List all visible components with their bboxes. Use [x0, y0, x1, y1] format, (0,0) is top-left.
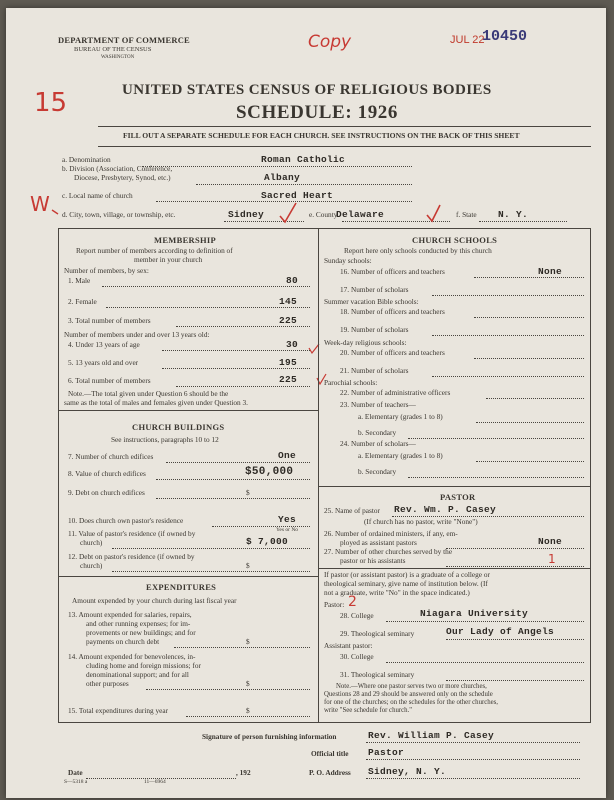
female-value: 145 — [279, 296, 298, 307]
membership-note-1: Note.—The total given under Question 6 should be the — [68, 389, 229, 398]
residence-value-label-2: church) — [80, 538, 103, 547]
running-expenses-label-2: and other running expenses; for im- — [86, 619, 191, 628]
benevolences-label-2: cluding home and foreign missions; for — [86, 661, 201, 670]
official-title-line — [366, 759, 580, 760]
pastor-seminary-label: 29. Theological seminary — [340, 629, 415, 638]
signature-line — [366, 742, 580, 743]
official-title-label: Official title — [311, 749, 349, 758]
copy-annotation: Copy — [308, 32, 352, 52]
running-expenses-label-3: provements or new buildings; and for — [86, 628, 196, 637]
weekday-scholars-line — [432, 376, 584, 377]
assistant-pastor-label: Assistant pastor: — [324, 641, 373, 650]
residence-value-value: $ 7,000 — [246, 536, 289, 547]
division-label-1: b. Division (Association, Conference, — [62, 164, 173, 173]
other-churches-value: 1 — [548, 552, 556, 566]
over-13-value: 195 — [279, 357, 298, 368]
denomination-label: a. Denomination — [62, 155, 111, 164]
expenditures-intro: Amount expended by your church during last fiscal year — [72, 596, 237, 605]
total-expenditures-value: $ — [246, 706, 250, 715]
over-13-label: 5. 13 years old and over — [68, 358, 139, 367]
instruction-line: FILL OUT A SEPARATE SCHEDULE FOR EACH CHURCH. SEE INSTRUCTIONS ON THE BACK OF THIS SHEET — [123, 131, 520, 140]
pastor-education-label: Pastor: — [324, 600, 345, 609]
female-line — [106, 307, 310, 308]
residence-value-label-1: 11. Value of pastor's residence (if owned by — [68, 529, 196, 538]
print-code: 11—6964 — [144, 779, 166, 785]
members-by-age-label: Number of members under and over 13 years old: — [64, 330, 210, 339]
summer-scholars-label: 19. Number of scholars — [340, 325, 409, 334]
church-edifices-label: 7. Number of church edifices — [68, 452, 154, 461]
margin-tick — [52, 210, 58, 214]
residence-value-line — [112, 548, 310, 549]
total-members-6-label: 6. Total number of members — [68, 376, 151, 385]
summer-officers-label: 18. Number of officers and teachers — [340, 307, 445, 316]
teachers-elementary-line — [476, 422, 584, 423]
form-number: S—5318 a — [64, 779, 88, 785]
yes-or-no-hint: Yes or No — [276, 527, 299, 533]
other-churches-label-2: pastor or his assistants — [340, 556, 406, 565]
county-value: Delaware — [336, 209, 385, 220]
male-label: 1. Male — [68, 276, 91, 285]
city-label: d. City, town, village, or township, etc. — [62, 210, 176, 219]
owns-residence-value: Yes — [278, 514, 297, 525]
other-churches-label-1: 27. Number of other churches served by the — [324, 547, 453, 556]
address-value: Sidney, N. Y. — [368, 766, 447, 777]
local-name-label: c. Local name of church — [62, 191, 133, 200]
schools-heading: CHURCH SCHOOLS — [412, 235, 498, 245]
pastor-name-value: Rev. Wm. P. Casey — [394, 504, 497, 515]
census-schedule-sheet — [6, 8, 606, 798]
weekday-scholars-label: 21. Number of scholars — [340, 366, 409, 375]
residence-debt-value: $ — [246, 561, 250, 570]
weekday-schools-label: Week-day religious schools: — [324, 338, 407, 347]
over-13-line — [162, 368, 310, 369]
membership-intro-1: Report number of members according to definition of — [76, 246, 233, 255]
assistant-count-line — [446, 548, 584, 549]
teachers-elementary-label: a. Elementary (grades 1 to 8) — [358, 412, 443, 421]
assistant-seminary-line — [446, 680, 584, 681]
local-name-value: Sacred Heart — [261, 190, 334, 201]
denomination-value: Roman Catholic — [261, 154, 346, 165]
assistant-count-label-2: ployed as assistant pastors — [340, 538, 417, 547]
weekday-officers-label: 20. Number of officers and teachers — [340, 348, 445, 357]
date-stamp: JUL 22 — [450, 34, 485, 46]
edifice-debt-label: 9. Debt on church edifices — [68, 488, 145, 497]
membership-rule — [58, 410, 318, 411]
pastor-rule — [318, 568, 591, 569]
division-value: Albany — [264, 172, 301, 183]
graduate-note-3: not a graduate, write "No" in the space indicated.) — [324, 588, 470, 597]
teachers-secondary-line — [408, 438, 584, 439]
under-13-label: 4. Under 13 years of age — [68, 340, 140, 349]
teachers-secondary-label: b. Secondary — [358, 428, 397, 437]
assistant-college-line — [386, 662, 584, 663]
pastor-note-1: Note.—Where one pastor serves two or more churches, — [336, 683, 487, 690]
pastor-college-value: Niagara University — [420, 608, 529, 619]
pastor-education-mark: 2 — [348, 594, 357, 610]
margin-mark: W — [30, 192, 50, 216]
assistant-count-value: None — [538, 536, 563, 547]
pastor-note-4: write "See schedule for church." — [324, 707, 413, 714]
total-members-6-value: 225 — [279, 374, 298, 385]
batch-number-annotation: 15 — [34, 88, 68, 118]
total-members-6-line — [176, 386, 310, 387]
box-bottom-rule — [58, 722, 591, 723]
female-label: 2. Female — [68, 297, 97, 306]
sunday-scholars-label: 17. Number of scholars — [340, 285, 409, 294]
under-13-value: 30 — [286, 339, 299, 350]
form-title: UNITED STATES CENSUS OF RELIGIOUS BODIES — [122, 82, 492, 98]
sunday-officers-value: None — [538, 266, 563, 277]
state-value: N. Y. — [498, 209, 529, 220]
scholars-secondary-line — [408, 477, 584, 478]
edifice-value-value: $50,000 — [245, 466, 294, 478]
scholars-secondary-label: b. Secondary — [358, 467, 397, 476]
owns-residence-label: 10. Does church own pastor's residence — [68, 516, 184, 525]
membership-note-2: same as the total of males and females given under Question 3. — [64, 398, 248, 407]
pastor-college-label: 28. College — [340, 611, 374, 620]
other-churches-line — [446, 566, 584, 567]
serial-number-stamp: 10450 — [482, 28, 528, 45]
residence-debt-line — [112, 571, 310, 572]
pastor-name-note: (If church has no pastor, write "None") — [364, 517, 478, 526]
benevolences-label-3: denominational support; and for all — [86, 670, 189, 679]
address-label: P. O. Address — [309, 768, 351, 777]
assistant-college-label: 30. College — [340, 652, 374, 661]
department-label: DEPARTMENT OF COMMERCE — [58, 35, 190, 45]
members-by-sex-label: Number of members, by sex: — [64, 266, 149, 275]
schedule-title: SCHEDULE: 1926 — [236, 102, 399, 123]
box-right-rule — [590, 228, 591, 722]
signature-label: Signature of person furnishing information — [202, 732, 337, 741]
church-edifices-line — [166, 462, 310, 463]
running-expenses-value: $ — [246, 637, 250, 646]
sunday-officers-label: 16. Number of officers and teachers — [340, 267, 445, 276]
scholars-elementary-line — [476, 461, 584, 462]
running-expenses-line — [174, 647, 310, 648]
church-edifices-value: One — [278, 450, 297, 461]
summer-officers-line — [474, 317, 584, 318]
pastor-heading: PASTOR — [440, 492, 476, 502]
pastor-note-3: for one of the churches; on the schedules for the other churches, — [324, 699, 499, 706]
total-expenditures-line — [186, 716, 310, 717]
total-members-label: 3. Total number of members — [68, 316, 151, 325]
parochial-teachers-label: 23. Number of teachers— — [340, 400, 416, 409]
state-label: f. State — [456, 210, 477, 219]
pastor-seminary-value: Our Lady of Angels — [446, 626, 555, 637]
weekday-officers-line — [474, 358, 584, 359]
edifice-value-label: 8. Value of church edifices — [68, 469, 146, 478]
male-line — [102, 286, 310, 287]
official-title-value: Pastor — [368, 747, 405, 758]
buildings-intro: See instructions, paragraphs 10 to 12 — [111, 435, 219, 444]
schools-intro: Report here only schools conducted by this church — [344, 246, 492, 255]
box-left-rule — [58, 228, 59, 722]
assistant-seminary-label: 31. Theological seminary — [340, 670, 415, 679]
summer-scholars-line — [432, 335, 584, 336]
benevolences-line — [146, 689, 310, 690]
pastor-name-label: 25. Name of pastor — [324, 506, 380, 515]
sunday-scholars-line — [432, 295, 584, 296]
residence-debt-label-2: church) — [80, 561, 103, 570]
under-13-line — [162, 350, 310, 351]
schools-rule — [318, 486, 591, 487]
running-expenses-label-4: payments on church debt — [86, 637, 160, 646]
city-check-mark — [280, 203, 296, 222]
total-expenditures-label: 15. Total expenditures during year — [68, 706, 169, 715]
box-top-rule — [58, 228, 591, 229]
total-members-value: 225 — [279, 315, 298, 326]
box-center-rule — [318, 228, 319, 722]
date-label: Date — [68, 768, 83, 777]
city-label: WASHINGTON — [101, 55, 135, 60]
graduate-note-1: If pastor (or assistant pastor) is a graduate of a college or — [324, 570, 490, 579]
buildings-heading: CHURCH BUILDINGS — [132, 422, 225, 432]
residence-debt-label-1: 12. Debt on pastor's residence (if owned by — [68, 552, 195, 561]
edifice-debt-line — [156, 498, 310, 499]
signature-value: Rev. William P. Casey — [368, 730, 495, 741]
benevolences-value: $ — [246, 679, 250, 688]
summer-schools-label: Summer vacation Bible schools: — [324, 297, 419, 306]
expenditures-heading: EXPENDITURES — [146, 582, 217, 592]
running-expenses-label-1: 13. Amount expended for salaries, repairs, — [68, 610, 192, 619]
total-members-line — [176, 326, 310, 327]
parochial-officers-label: 22. Number of administrative officers — [340, 388, 451, 397]
benevolences-label-4: other purposes — [86, 679, 129, 688]
benevolences-label-1: 14. Amount expended for benevolences, in- — [68, 652, 196, 661]
male-value: 80 — [286, 275, 299, 286]
division-label-2: Diocese, Presbytery, Synod, etc.) — [74, 173, 171, 182]
scholars-elementary-label: a. Elementary (grades 1 to 8) — [358, 451, 443, 460]
edifice-debt-value: $ — [246, 488, 250, 497]
pastor-college-line — [386, 621, 584, 622]
parochial-scholars-label: 24. Number of scholars— — [340, 439, 416, 448]
date-year: , 192 — [236, 768, 251, 777]
edifice-value-line — [156, 479, 310, 480]
membership-heading: MEMBERSHIP — [154, 235, 217, 245]
county-label: e. County — [309, 210, 338, 219]
sunday-officers-line — [474, 277, 584, 278]
pastor-note-2: Questions 28 and 29 should be answered only on the schedule — [324, 691, 493, 698]
parochial-schools-label: Parochial schools: — [324, 378, 378, 387]
bureau-label: BUREAU OF THE CENSUS — [74, 46, 152, 53]
assistant-count-label-1: 26. Number of ordained ministers, if any, em- — [324, 529, 458, 538]
city-value: Sidney — [228, 209, 265, 220]
buildings-rule — [58, 576, 318, 577]
membership-intro-2: member in your church — [134, 255, 203, 264]
graduate-note-2: theological seminary, give name of institution below. (If — [324, 579, 488, 588]
sunday-schools-label: Sunday schools: — [324, 256, 372, 265]
address-line — [366, 778, 580, 779]
parochial-officers-line — [486, 398, 584, 399]
pastor-seminary-line — [446, 639, 584, 640]
county-check-mark — [427, 205, 440, 221]
